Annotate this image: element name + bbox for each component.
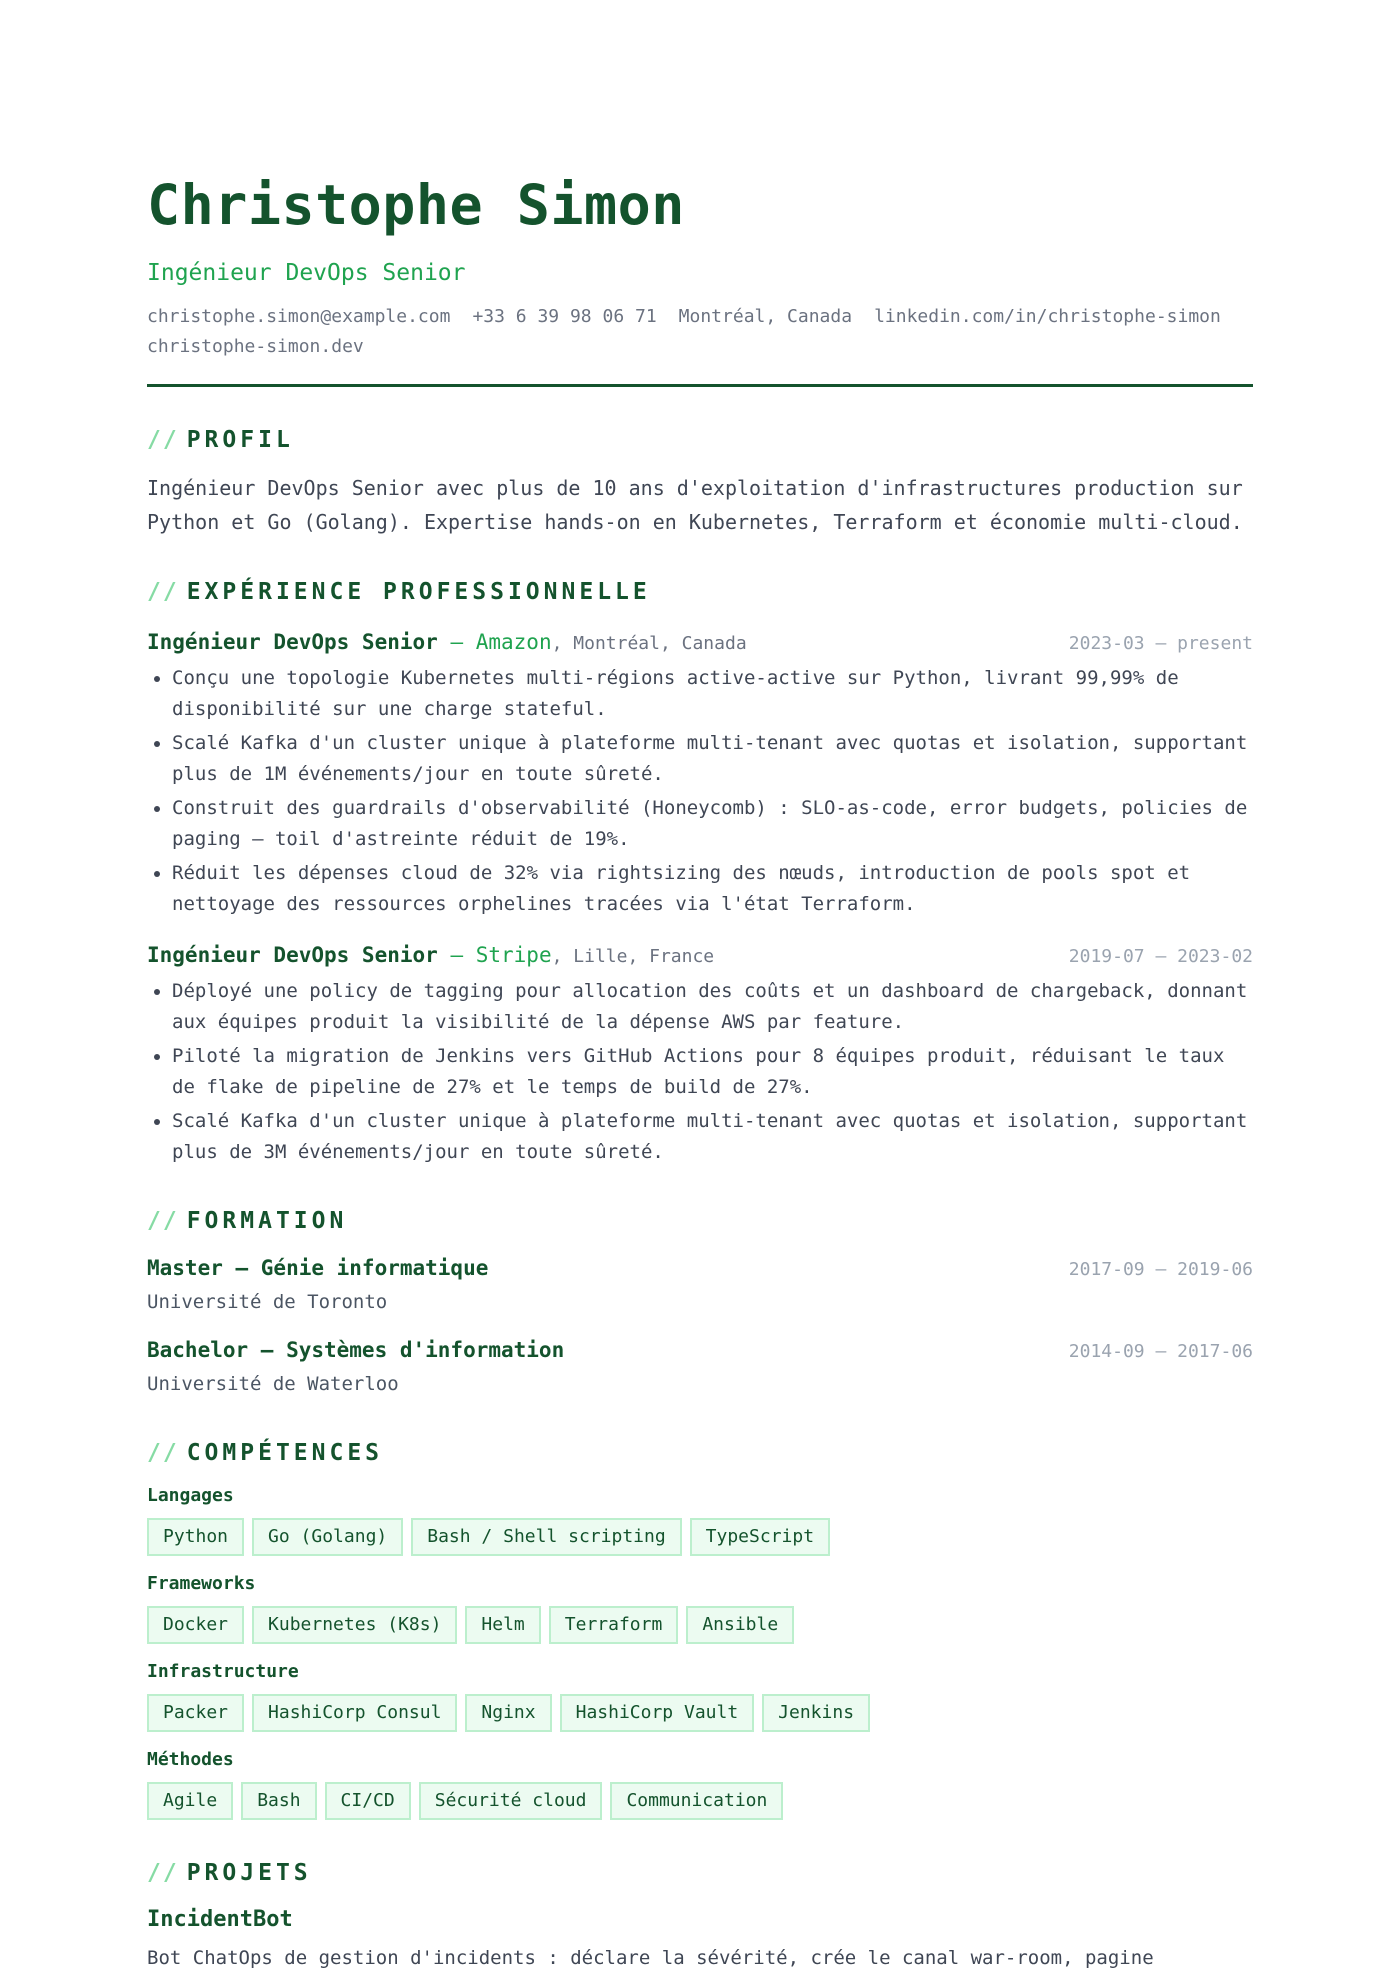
job-bullet: • Piloté la migration de Jenkins vers GitHub Actions pour 8 équipes produit, réduisant le taux de flake de pipeline de 27% et le temps de build de 27%. <box>172 1041 1253 1103</box>
education-entry <box>147 1334 1253 1400</box>
job-title: Ingénieur DevOps Senior <box>147 630 438 654</box>
contact-email: christophe.simon@example.com <box>147 306 451 327</box>
skill-tag: Bash <box>241 1782 316 1820</box>
job-dates: 2019-07 – 2023-02 <box>1068 946 1253 967</box>
job-bullet: • Déployé une policy de tagging pour allocation des coûts et un dashboard de chargeback, donnant aux équipes produit la visibilité de la dépense AWS par feature. <box>172 976 1253 1038</box>
skill-tags <box>147 1694 1253 1732</box>
education-degree: Master — Génie informatique <box>147 1256 489 1280</box>
skill-tag: HashiCorp Vault <box>560 1694 755 1732</box>
project-name: IncidentBot <box>147 1907 293 1932</box>
education-school: Université de Waterloo <box>147 1373 399 1395</box>
skill-group <box>147 1570 1253 1644</box>
profile-text: Ingénieur DevOps Senior avec plus de 10 ans d'exploitation d'infrastructures production sur Python et Go (Golang). Expertise hands-on en Kubernetes, Terraform et économie multi-cloud. <box>147 476 1243 534</box>
job-location: , Lille, France <box>551 946 715 967</box>
skill-tag: Nginx <box>465 1694 551 1732</box>
education-section <box>147 1206 1253 1400</box>
education-dates: 2014-09 – 2017-06 <box>1068 1341 1253 1362</box>
skill-tag: Go (Golang) <box>252 1518 403 1556</box>
section-title-text: FORMATION <box>186 1208 348 1234</box>
job-bullet: • Scalé Kafka d'un cluster unique à plateforme multi-tenant avec quotas et isolation, supportant plus de 3M événements/jour en toute sûreté. <box>172 1106 1253 1168</box>
skills-section <box>147 1438 1253 1820</box>
job-separator: — <box>437 943 476 967</box>
contact-website: christophe-simon.dev <box>147 336 364 357</box>
skill-tag: Kubernetes (K8s) <box>252 1606 457 1644</box>
candidate-role: Ingénieur DevOps Senior <box>147 260 466 286</box>
job-heading <box>147 940 714 972</box>
job-bullet: • Réduit les dépenses cloud de 32% via rightsizing des nœuds, introduction de pools spot et nettoyage des ressources orphelines tracées via l'état Terraform. <box>172 858 1253 920</box>
job-entry <box>147 627 1253 920</box>
job-bullets <box>147 976 1253 1168</box>
resume-header <box>147 170 1253 387</box>
skill-tags <box>147 1518 1253 1556</box>
skill-group <box>147 1658 1253 1732</box>
skill-tag: TypeScript <box>690 1518 830 1556</box>
section-prefix: // <box>147 1440 179 1466</box>
skill-group-label: Langages <box>147 1485 234 1506</box>
section-title-text: EXPÉRIENCE PROFESSIONNELLE <box>186 579 651 605</box>
section-title <box>147 1438 1253 1468</box>
education-dates: 2017-09 – 2019-06 <box>1068 1259 1253 1280</box>
skill-tag: Docker <box>147 1606 244 1644</box>
job-company: Stripe <box>475 943 552 967</box>
candidate-name: Christophe Simon <box>147 173 685 237</box>
skill-tag: Terraform <box>549 1606 679 1644</box>
skill-group-label: Frameworks <box>147 1573 256 1594</box>
job-bullets <box>147 663 1253 920</box>
section-prefix: // <box>147 579 179 605</box>
job-bullet: • Construit des guardrails d'observabilité (Honeycomb) : SLO-as-code, error budgets, policies de paging — toil d'astreinte réduit de 19%. <box>172 793 1253 855</box>
section-prefix: // <box>147 1860 179 1886</box>
contact-linkedin: linkedin.com/in/christophe-simon <box>874 306 1221 327</box>
job-entry <box>147 940 1253 1168</box>
education-header <box>147 1334 1253 1368</box>
job-bullet: • Conçu une topologie Kubernetes multi-régions active-active sur Python, livrant 99,99% de disponibilité sur une charge stateful. <box>172 663 1253 725</box>
job-bullet: • Scalé Kafka d'un cluster unique à plateforme multi-tenant avec quotas et isolation, supportant plus de 1M événements/jour en toute sûreté. <box>172 728 1253 790</box>
skill-tag: Sécurité cloud <box>419 1782 603 1820</box>
job-location: , Montréal, Canada <box>551 633 747 654</box>
section-title <box>147 1858 1253 1888</box>
skill-group <box>147 1746 1253 1820</box>
header-divider <box>147 384 1253 387</box>
skill-tags <box>147 1782 1253 1820</box>
skill-tag: Bash / Shell scripting <box>411 1518 681 1556</box>
project-description: Bot ChatOps de gestion d'incidents : déclare la sévérité, crée le canal war-room, pagine <box>147 1947 1154 1969</box>
skill-group-label: Méthodes <box>147 1749 234 1770</box>
skill-tag: HashiCorp Consul <box>252 1694 457 1732</box>
skill-tag: Packer <box>147 1694 244 1732</box>
education-degree: Bachelor — Systèmes d'information <box>147 1338 565 1362</box>
experience-section <box>147 577 1253 1168</box>
section-title-text: PROFIL <box>186 427 294 453</box>
skill-tag: Agile <box>147 1782 233 1820</box>
section-title <box>147 577 1253 607</box>
education-header <box>147 1252 1253 1286</box>
skill-tag: Communication <box>610 1782 783 1820</box>
education-entry <box>147 1252 1253 1318</box>
section-title-text: COMPÉTENCES <box>186 1440 384 1466</box>
job-heading <box>147 627 747 659</box>
skill-group-label: Infrastructure <box>147 1661 299 1682</box>
section-prefix: // <box>147 1208 179 1234</box>
job-header <box>147 940 1253 972</box>
job-company: Amazon <box>475 630 552 654</box>
profile-section <box>147 425 1253 539</box>
education-school: Université de Toronto <box>147 1291 388 1313</box>
contact-phone: +33 6 39 98 06 71 <box>472 306 657 327</box>
job-dates: 2023-03 – present <box>1068 633 1253 654</box>
job-separator: — <box>437 630 476 654</box>
skill-tag: Python <box>147 1518 244 1556</box>
section-title-text: PROJETS <box>186 1860 312 1886</box>
section-title <box>147 1206 1253 1236</box>
contact-location: Montréal, Canada <box>678 306 853 327</box>
job-header <box>147 627 1253 659</box>
skill-tag: CI/CD <box>325 1782 411 1820</box>
skill-tag: Helm <box>465 1606 540 1644</box>
section-title <box>147 425 1253 455</box>
job-title: Ingénieur DevOps Senior <box>147 943 438 967</box>
skill-group <box>147 1482 1253 1556</box>
skill-tag: Ansible <box>686 1606 794 1644</box>
skill-tags <box>147 1606 1253 1644</box>
projects-section <box>147 1858 1253 1974</box>
section-prefix: // <box>147 427 179 453</box>
contact-line <box>147 302 1253 362</box>
skill-tag: Jenkins <box>762 1694 870 1732</box>
